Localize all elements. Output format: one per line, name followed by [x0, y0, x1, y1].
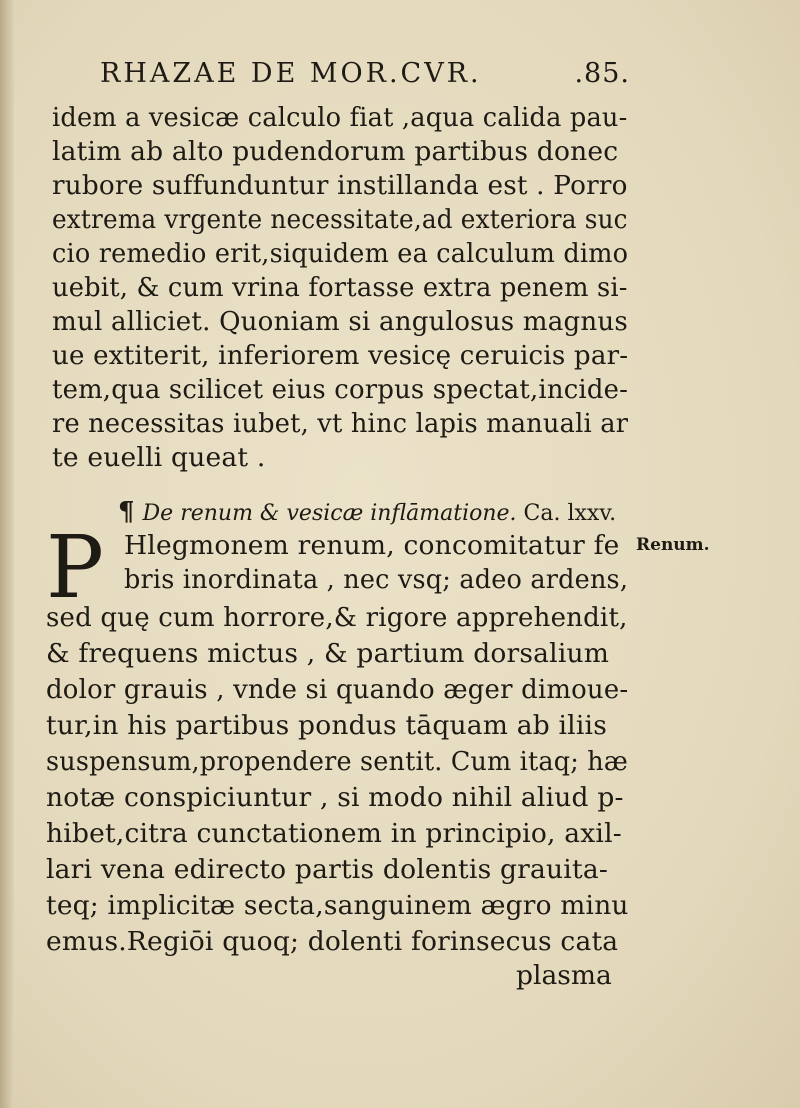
text-line: re necessitas iubet, vt hinc lapis manuali ar — [52, 408, 629, 439]
text-line: Hlegmonem renum, concomitatur fe — [124, 530, 620, 561]
text-line: lari vena edirecto partis dolentis grauita- — [46, 854, 608, 885]
text-line: latim ab alto pudendorum partibus donec — [52, 136, 619, 167]
text-line: notæ conspiciuntur , si modo nihil aliud p- — [46, 782, 624, 813]
chapter-title: De renum & vesicæ inflāmatione. — [142, 501, 517, 526]
text-line: ue extiterit, inferiorem vesicę ceruicis par- — [52, 340, 629, 371]
chapter-number: Ca. lxxv. — [523, 501, 617, 526]
folio-number: .85. — [574, 58, 630, 89]
catchword: plasma — [516, 960, 612, 991]
text-line: emus.Regiōi quoq; dolenti forinsecus cata — [46, 926, 619, 957]
text-line: sed quę cum horrore,& rigore apprehendit, — [46, 602, 628, 633]
text-line: mul alliciet. Quoniam si angulosus magnus — [52, 306, 629, 337]
text-line: extrema vrgente necessitate,ad exteriora suc — [52, 204, 628, 235]
text-line: teq; implicitæ secta,sanguinem ægro minu — [46, 890, 629, 921]
text-line: uebit, & cum vrina fortasse extra penem si- — [52, 272, 628, 303]
pilcrow-mark: ¶ — [118, 497, 135, 527]
text-line: te euelli queat . — [52, 442, 266, 473]
text-line: tur,in his partibus pondus tāquam ab iliis — [46, 710, 607, 741]
text-line: idem a vesicæ calculo fiat ,aqua calida pau- — [52, 102, 628, 133]
page-gutter-shadow — [0, 0, 14, 1108]
text-line: hibet,citra cunctationem in principio, axil- — [46, 818, 622, 849]
text-line: rubore suffunduntur instillanda est . Porro — [52, 170, 628, 201]
running-header — [100, 54, 630, 94]
running-title: RHAZAE DE MOR.CVR. — [100, 58, 482, 89]
text-line: dolor grauis , vnde si quando æger dimoue- — [46, 674, 629, 705]
text-line: bris inordinata , nec vsq; adeo ardens, — [124, 564, 629, 595]
text-line: cio remedio erit,siquidem ea calculum dimo — [52, 238, 629, 269]
text-line: tem,qua scilicet eius corpus spectat,incide- — [52, 374, 629, 405]
marginal-note: Renum. — [636, 535, 710, 555]
text-line: suspensum,propendere sentit. Cum itaq; hæ — [46, 746, 628, 777]
chapter-heading — [118, 497, 616, 529]
text-line: & frequens mictus , & partium dorsalium — [46, 638, 610, 669]
drop-cap: P — [46, 518, 104, 618]
